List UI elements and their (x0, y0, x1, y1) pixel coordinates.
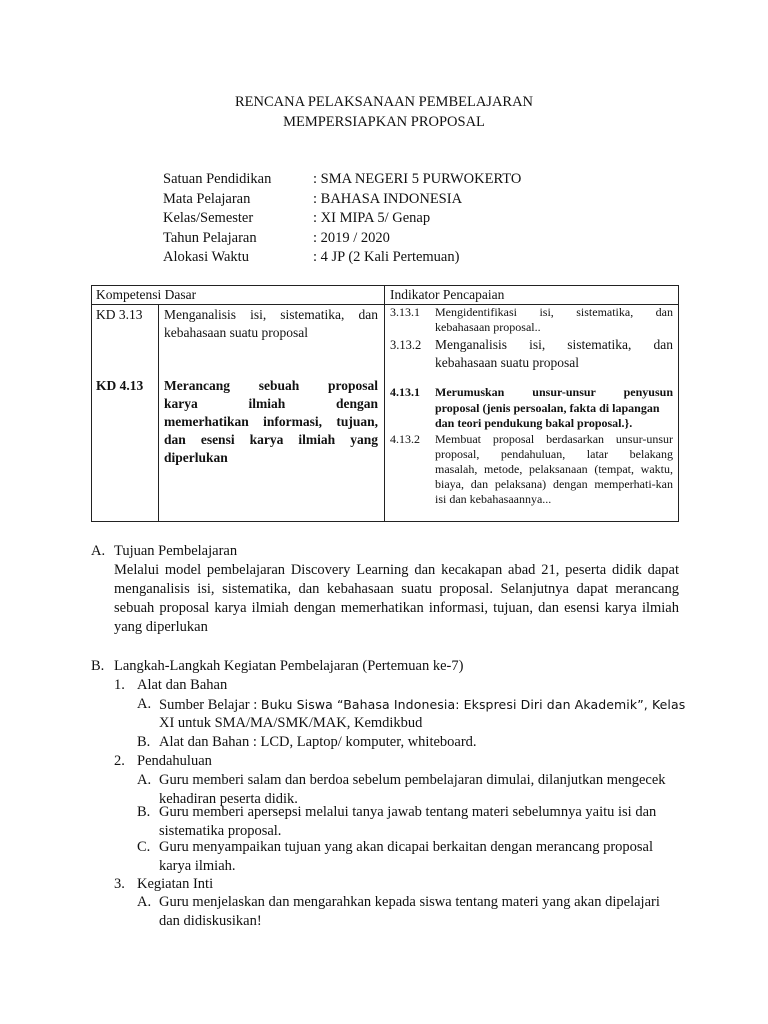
indicator-text: dan teori pendukung bakal proposal.}. (435, 416, 633, 430)
paragraph-line: Melalui model pembelajaran Discovery Learning dan kecakapan abad 21, peserta didik dapat (114, 562, 679, 578)
list-item-cont: karya ilmiah. (159, 858, 236, 874)
identity-label: Tahun Pelajaran (163, 229, 257, 246)
indicator-text: Menganalisis isi, sistematika, dan (435, 337, 673, 352)
list-marker: B. (137, 804, 151, 820)
competency-table (91, 285, 679, 522)
identity-row (163, 209, 521, 229)
indicator-text: kebahasaan suatu proposal (435, 355, 579, 370)
list-item: Guru memberi apersepsi melalui tanya jawab tentang materi sebelumnya yaitu isi dan (159, 804, 657, 820)
paragraph-line: menganalisis isi, sistematika, dan kebahasaan suatu proposal. Selanjutnya dapat merancang (114, 581, 679, 597)
identity-label: Mata Pelajaran (163, 190, 251, 207)
identity-row (163, 170, 521, 190)
kd-text: dan esensi karya ilmiah yang (164, 432, 378, 447)
list-marker: 3. (114, 876, 125, 892)
identity-block (163, 170, 521, 268)
list-marker: A. (137, 696, 152, 712)
identity-value: : XI MIPA 5/ Genap (313, 210, 431, 226)
indicator-code: 3.13.2 (390, 338, 422, 352)
indicator-text: masalah, metode, pelaksanaan (tempat, waktu, (435, 462, 673, 476)
table-divider (158, 304, 159, 521)
indicator-text: proposal, pendahuluan, latar belakang (435, 447, 673, 461)
kd-code: KD 4.13 (96, 378, 144, 393)
kd-text: memerhatikan informasi, tujuan, (164, 414, 378, 429)
paragraph-line: sebuah proposal karya ilmiah dengan memerhatikan informasi, tujuan, dan esensi karya ilmiah (114, 600, 679, 616)
source-label: Sumber Belajar : (159, 697, 261, 713)
list-item: Pendahuluan (137, 753, 212, 769)
indicator-code: 4.13.2 (390, 432, 420, 446)
identity-label: Satuan Pendidikan (163, 171, 272, 187)
kd-text: Menganalisis isi, sistematika, dan (164, 307, 378, 322)
identity-row (163, 229, 521, 249)
list-marker: A. (137, 772, 152, 788)
kd-text: karya ilmiah dengan (164, 396, 378, 411)
list-item (159, 695, 685, 715)
section-heading: Langkah-Langkah Kegiatan Pembelajaran (Pertemuan ke-7) (114, 658, 464, 674)
indicator-text: biaya, dan pelaksana) dengan memperhati-kan (435, 477, 673, 491)
indicator-text: Membuat proposal berdasarkan unsur-unsur (435, 432, 673, 446)
table-divider (384, 286, 385, 521)
list-item-cont: dan didiskusikan! (159, 913, 262, 929)
list-item: Alat dan Bahan (137, 677, 228, 693)
book-title: Buku Siswa “Bahasa Indonesia: Ekspresi Diri dan Akademik”, Kelas (260, 697, 686, 712)
list-marker: 1. (114, 677, 125, 693)
list-item: Guru memberi salam dan berdoa sebelum pembelajaran dimulai, dilanjutkan mengecek (159, 772, 666, 788)
list-item: Alat dan Bahan : LCD, Laptop/ komputer, whiteboard. (159, 734, 477, 750)
kd-code: KD 3.13 (96, 307, 143, 322)
indicator-text: kebahasaan proposal.. (435, 320, 541, 334)
table-header-indicator: Indikator Pencapaian (390, 287, 505, 302)
kd-text: diperlukan (164, 450, 228, 465)
list-item-cont: XI untuk SMA/MA/SMK/MAK, Kemdikbud (159, 715, 423, 731)
list-item-cont: kehadiran peserta didik. (159, 791, 298, 807)
list-item: Guru menjelaskan dan mengarahkan kepada siswa tentang materi yang akan dipelajari (159, 894, 660, 910)
identity-value: : SMA NEGERI 5 PURWOKERTO (313, 171, 522, 187)
indicator-text: Merumuskan unsur-unsur penyusun (435, 385, 673, 399)
indicator-code: 4.13.1 (390, 385, 420, 399)
indicator-text: proposal (jenis persoalan, fakta di lapangan (435, 401, 660, 415)
indicator-code: 3.13.1 (390, 305, 420, 319)
indicator-text: Mengidentifikasi isi, sistematika, dan (435, 305, 673, 319)
list-item: Kegiatan Inti (137, 876, 214, 892)
kd-text: Merancang sebuah proposal (164, 378, 378, 393)
paragraph-line: yang diperlukan (114, 619, 208, 635)
section-marker: A. (91, 543, 106, 559)
section-heading: Tujuan Pembelajaran (114, 543, 238, 559)
indicator-text: isi dan kebahasaannya... (435, 492, 552, 506)
doc-subtitle: MEMPERSIAPKAN PROPOSAL (283, 114, 485, 130)
list-marker: 2. (114, 753, 125, 769)
section-marker: B. (91, 658, 105, 674)
kd-text: kebahasaan suatu proposal (164, 325, 308, 340)
identity-value: : 4 JP (2 Kali Pertemuan) (313, 249, 460, 265)
doc-title: RENCANA PELAKSANAAN PEMBELAJARAN (234, 94, 534, 110)
identity-label: Kelas/Semester (163, 210, 254, 226)
list-marker: B. (137, 734, 151, 750)
identity-row (163, 190, 521, 210)
list-marker: A. (137, 894, 152, 910)
identity-label: Alokasi Waktu (163, 249, 249, 265)
table-header-kd: Kompetensi Dasar (96, 287, 197, 302)
identity-row (163, 248, 521, 268)
list-marker: C. (137, 839, 151, 855)
identity-value: : 2019 / 2020 (313, 229, 390, 246)
identity-value: : BAHASA INDONESIA (313, 190, 463, 207)
list-item: Guru menyampaikan tujuan yang akan dicapai berkaitan dengan merancang proposal (159, 839, 654, 855)
list-item-cont: sistematika proposal. (159, 823, 282, 839)
